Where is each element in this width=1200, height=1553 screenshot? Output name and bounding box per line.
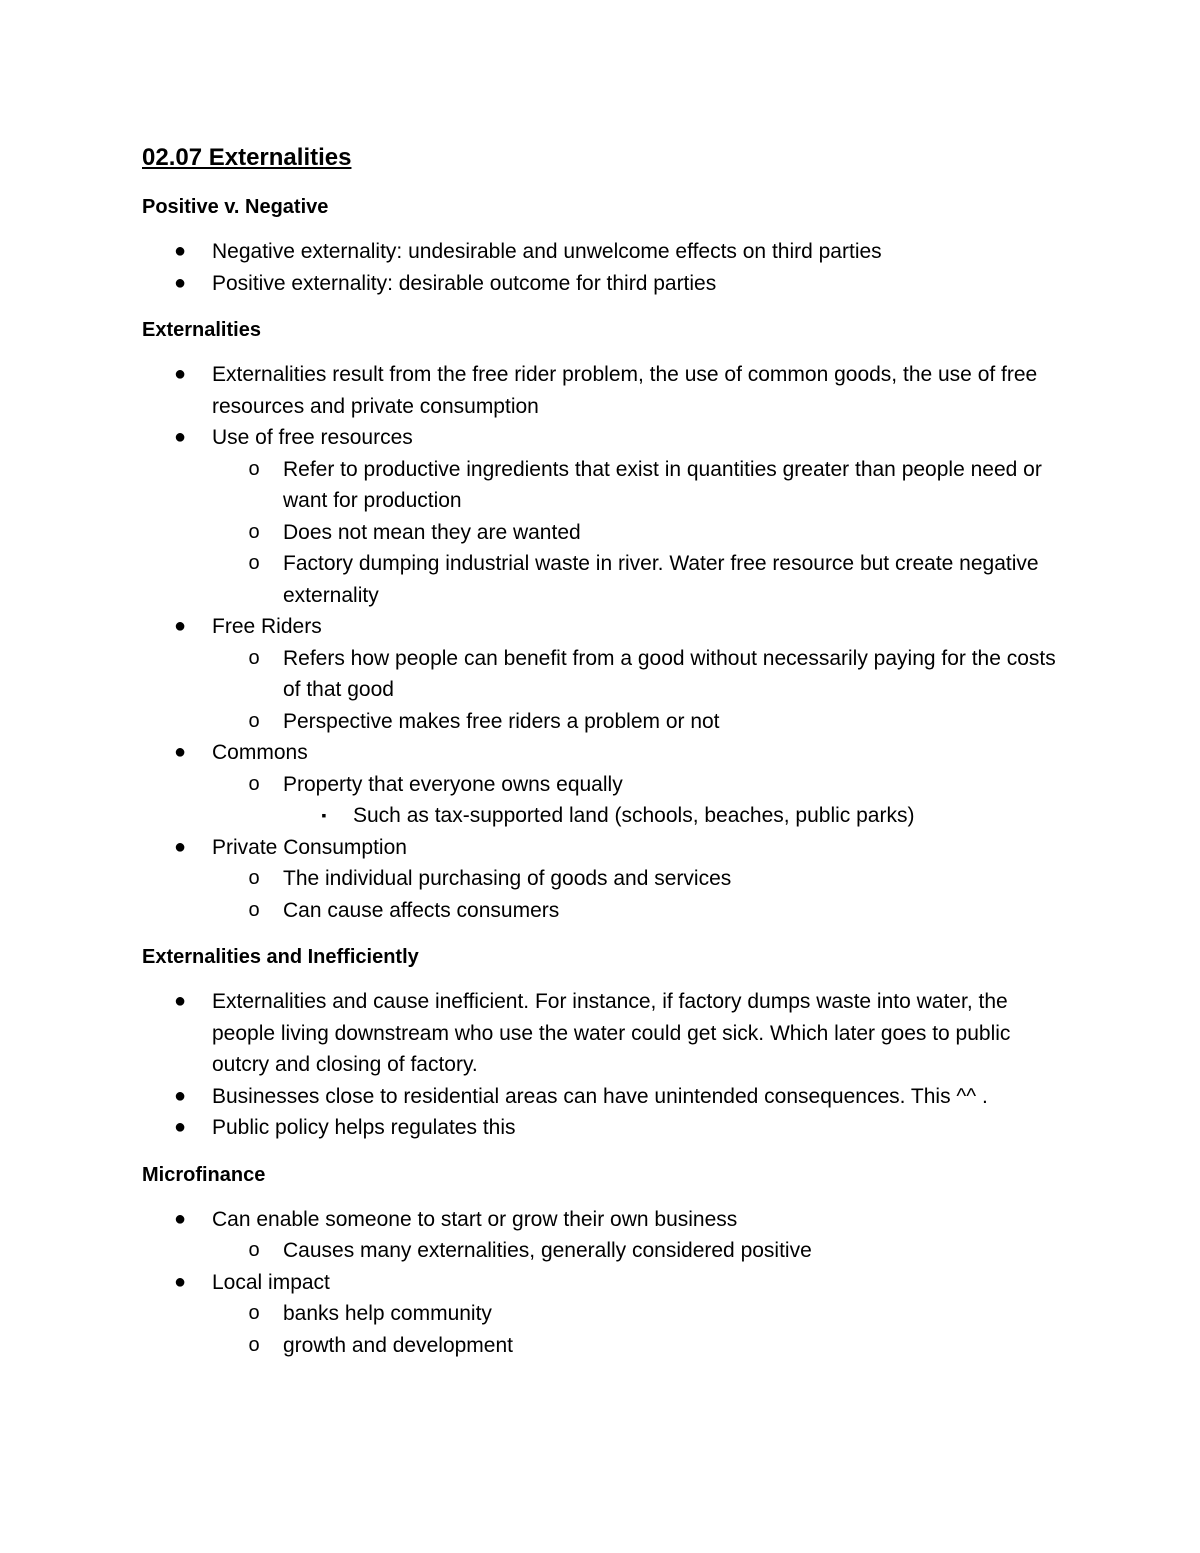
bullet-square-icon: ▪ xyxy=(321,807,327,823)
list-item-text: Such as tax-supported land (schools, beaches, public parks) xyxy=(353,804,915,827)
list-item xyxy=(142,895,1062,927)
list-item-text: Externalities and cause inefficient. For instance, if factory dumps waste into water, the people living downstream who use the water could get sick. Which later goes to public outcry and closing of factory. xyxy=(212,990,1011,1076)
list-item xyxy=(142,236,1062,268)
list-item-text: Public policy helps regulates this xyxy=(212,1116,516,1139)
bullet-circle-icon: o xyxy=(248,646,260,669)
list-item xyxy=(142,1235,1062,1267)
bullet-circle-icon: o xyxy=(248,552,260,574)
list-item xyxy=(142,517,1062,549)
list-item-text: Refer to productive ingredients that exist in quantities greater than people need or want for production xyxy=(283,457,1042,512)
bullet-disc-icon: ● xyxy=(173,1270,187,1293)
list-item xyxy=(142,706,1062,738)
bullet-list xyxy=(142,986,1062,1144)
section xyxy=(142,192,1062,299)
list-item xyxy=(142,1330,1062,1362)
bullet-disc-icon: ● xyxy=(173,1207,187,1230)
list-item xyxy=(142,1081,1062,1113)
list-item-text: Positive externality: desirable outcome for third parties xyxy=(212,271,717,295)
page-title: 02.07 Externalities xyxy=(142,144,352,171)
list-item xyxy=(142,1204,1062,1236)
bullet-circle-icon: o xyxy=(248,457,260,480)
list-item-text: growth and development xyxy=(283,1333,513,1357)
list-item xyxy=(142,611,1062,643)
bullet-disc-icon: ● xyxy=(173,835,187,858)
section-heading: Positive v. Negative xyxy=(142,196,329,218)
bullet-circle-icon: o xyxy=(248,520,260,543)
bullet-disc-icon: ● xyxy=(173,741,187,763)
list-item-text: Can cause affects consumers xyxy=(283,898,560,922)
bullet-disc-icon: ● xyxy=(173,240,187,262)
list-item xyxy=(142,737,1062,769)
list-item-text: Free Riders xyxy=(212,615,322,638)
section xyxy=(142,315,1062,926)
bullet-disc-icon: ● xyxy=(173,990,187,1012)
list-item xyxy=(142,268,1062,300)
list-item xyxy=(142,359,1062,422)
bullet-disc-icon: ● xyxy=(173,426,187,448)
bullet-circle-icon: o xyxy=(248,867,260,889)
list-item xyxy=(142,548,1062,611)
list-item xyxy=(142,832,1062,864)
list-item-text: Local impact xyxy=(212,1270,330,1294)
list-item-text: banks help community xyxy=(283,1302,492,1325)
list-item xyxy=(142,863,1062,895)
list-item-text: Factory dumping industrial waste in river. Water free resource but create negative externality xyxy=(283,552,1039,607)
bullet-list xyxy=(142,359,1062,926)
list-item-text: Does not mean they are wanted xyxy=(283,520,581,544)
bullet-list xyxy=(142,236,1062,299)
bullet-circle-icon: o xyxy=(248,772,260,795)
section-heading: Externalities and Inefficiently xyxy=(142,946,419,968)
list-item-text: Use of free resources xyxy=(212,426,413,449)
bullet-circle-icon: o xyxy=(248,709,260,732)
sections-container xyxy=(142,192,1062,1361)
section-heading: Microfinance xyxy=(142,1163,266,1186)
bullet-disc-icon: ● xyxy=(173,271,187,294)
list-item xyxy=(142,422,1062,454)
list-item-text: Refers how people can benefit from a good without necessarily paying for the costs of that good xyxy=(283,646,1056,701)
list-item-text: Commons xyxy=(212,741,308,764)
list-item xyxy=(142,454,1062,517)
list-item-text: Externalities result from the free rider problem, the use of common goods, the use of free resources and private consumption xyxy=(212,363,1038,418)
list-item xyxy=(142,986,1062,1081)
list-item-text: Causes many externalities, generally considered positive xyxy=(283,1239,812,1262)
list-item-text: Private Consumption xyxy=(212,835,407,859)
list-item xyxy=(142,1267,1062,1299)
list-item-text: Perspective makes free riders a problem or not xyxy=(283,709,720,733)
document-page xyxy=(142,140,1062,1377)
list-item-text: Negative externality: undesirable and unwelcome effects on third parties xyxy=(212,240,882,263)
section xyxy=(142,1160,1062,1362)
bullet-disc-icon: ● xyxy=(173,1084,187,1107)
bullet-circle-icon: o xyxy=(248,1333,260,1356)
section xyxy=(142,942,1062,1144)
list-item xyxy=(142,1298,1062,1330)
bullet-disc-icon: ● xyxy=(173,363,187,385)
bullet-circle-icon: o xyxy=(248,898,260,921)
list-item-text: Can enable someone to start or grow their own business xyxy=(212,1207,738,1231)
list-item-text: Property that everyone owns equally xyxy=(283,772,623,796)
list-item xyxy=(142,643,1062,706)
list-item-text: Businesses close to residential areas can have unintended consequences. This ^^ . xyxy=(212,1084,988,1108)
bullet-circle-icon: o xyxy=(248,1239,260,1261)
list-item xyxy=(142,1112,1062,1144)
list-item xyxy=(142,769,1062,801)
bullet-disc-icon: ● xyxy=(173,1116,187,1138)
section-heading: Externalities xyxy=(142,319,261,341)
bullet-circle-icon: o xyxy=(248,1302,260,1324)
bullet-list xyxy=(142,1204,1062,1362)
list-item-text: The individual purchasing of goods and services xyxy=(283,867,732,890)
bullet-disc-icon: ● xyxy=(173,615,187,637)
list-item xyxy=(142,800,1062,832)
